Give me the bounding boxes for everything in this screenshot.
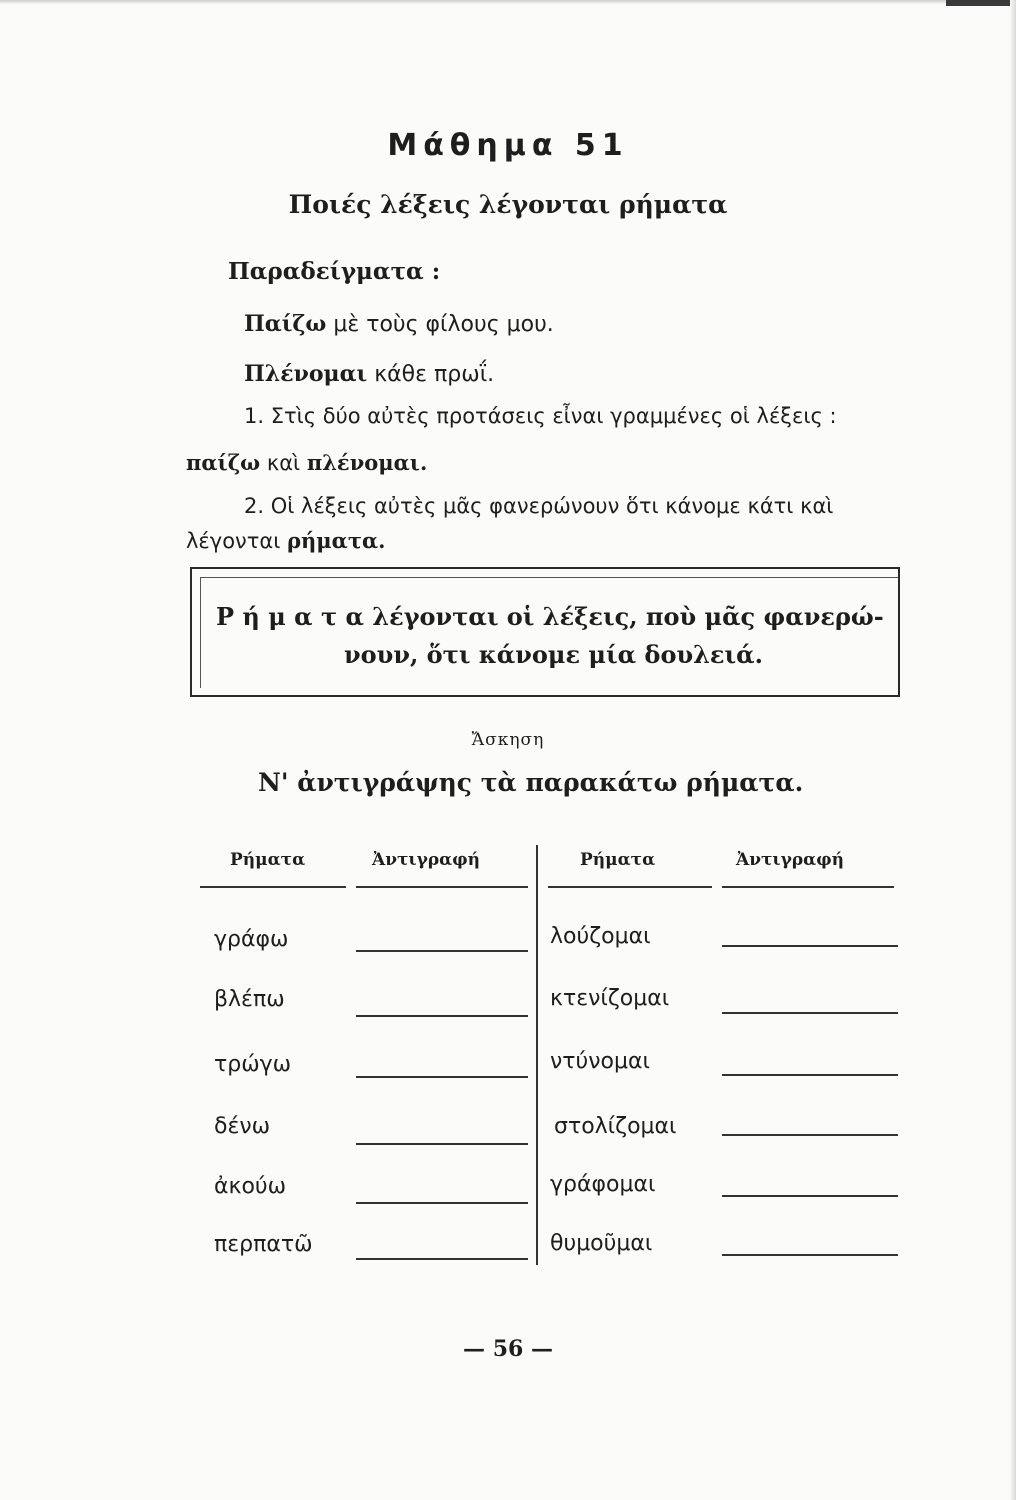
point-1-line-2 — [186, 450, 427, 475]
copy-blank-left-3[interactable] — [356, 1076, 528, 1078]
example-rest-1: μὲ τοὺς φίλους μου. — [326, 312, 554, 337]
verb-right-4: στολίζομαι — [554, 1114, 677, 1139]
example-verb-2: Πλένομαι — [244, 361, 368, 387]
copy-blank-left-6[interactable] — [356, 1258, 528, 1260]
header-verbs-right: Ρήματα — [580, 850, 656, 870]
header-copy-left: Ἀντιγραφή — [372, 850, 481, 870]
rule-line-1: Ρ ή μ α τ α λέγονται οἱ λέξεις, ποὺ μᾶς φανερώ- — [216, 602, 884, 631]
page-corner-shadow — [946, 0, 1016, 6]
page-right-edge — [1010, 0, 1016, 1500]
rule-line-2: νουν, ὅτι κάνομε μία δουλειά. — [344, 640, 763, 669]
rule-definition — [216, 598, 886, 674]
example-rest-2: κάθε πρωΐ. — [367, 362, 495, 387]
verb-right-3: ντύνομαι — [550, 1049, 650, 1074]
point-1-verb-a: παίζω — [186, 450, 261, 475]
point-1-line-1: 1. Στὶς δύο αὐτὲς προτάσεις εἶναι γραμμένες οἱ λέξεις : — [244, 404, 837, 428]
page-edge-shadow — [0, 0, 1016, 4]
point-1-conjunction: καὶ — [260, 451, 307, 475]
copy-blank-left-4[interactable] — [356, 1143, 528, 1145]
header-rule — [200, 886, 346, 888]
verb-right-6: θυμοῦμαι — [550, 1231, 653, 1256]
lesson-heading: Ποιές λέξεις λέγονται ρήματα — [288, 190, 728, 219]
exercise-label: Ἄσκηση — [471, 730, 545, 750]
verb-right-2: κτενίζομαι — [550, 986, 670, 1011]
copy-blank-left-2[interactable] — [356, 1015, 528, 1017]
point-2-line-2 — [186, 528, 385, 553]
copy-blank-right-5[interactable] — [722, 1195, 898, 1197]
copy-blank-right-6[interactable] — [722, 1254, 898, 1256]
copy-blank-left-1[interactable] — [356, 950, 528, 952]
verb-left-2: βλέπω — [214, 987, 285, 1012]
header-copy-right: Ἀντιγραφή — [736, 850, 845, 870]
example-verb-1: Παίζω — [244, 311, 327, 337]
verb-left-1: γράφω — [214, 927, 289, 952]
example-sentence-1 — [244, 311, 554, 337]
copy-blank-left-5[interactable] — [356, 1202, 528, 1204]
exercise-instruction: Ν' ἀντιγράψης τὰ παρακάτω ρήματα. — [258, 768, 804, 797]
copy-blank-right-3[interactable] — [722, 1074, 898, 1076]
lesson-title: Μάθημα 51 — [387, 128, 629, 163]
point-2-term: ρήματα. — [287, 528, 386, 553]
verb-left-5: ἀκούω — [214, 1174, 287, 1199]
point-2-line-1: 2. Οἱ λέξεις αὐτὲς μᾶς φανερώνουν ὅτι κάνομε κάτι καὶ — [244, 494, 834, 518]
point-2-text: λέγονται — [186, 529, 288, 553]
column-divider — [536, 845, 538, 1265]
verb-left-4: δένω — [214, 1114, 271, 1139]
verb-right-1: λούζομαι — [550, 924, 651, 949]
copy-blank-right-4[interactable] — [722, 1134, 898, 1136]
header-rule — [722, 886, 894, 888]
verb-right-5: γράφομαι — [550, 1172, 656, 1197]
examples-label: Παραδείγματα : — [228, 258, 441, 285]
example-sentence-2 — [244, 361, 494, 387]
copy-blank-right-1[interactable] — [722, 945, 898, 947]
header-rule — [548, 886, 712, 888]
page-number: — 56 — — [463, 1336, 553, 1362]
verb-left-3: τρώγω — [214, 1052, 292, 1077]
header-verbs-left: Ρήματα — [230, 850, 306, 870]
copy-blank-right-2[interactable] — [722, 1012, 898, 1014]
point-1-verb-b: πλένομαι. — [306, 450, 428, 475]
header-rule — [356, 886, 528, 888]
verb-left-6: περπατῶ — [214, 1232, 313, 1257]
